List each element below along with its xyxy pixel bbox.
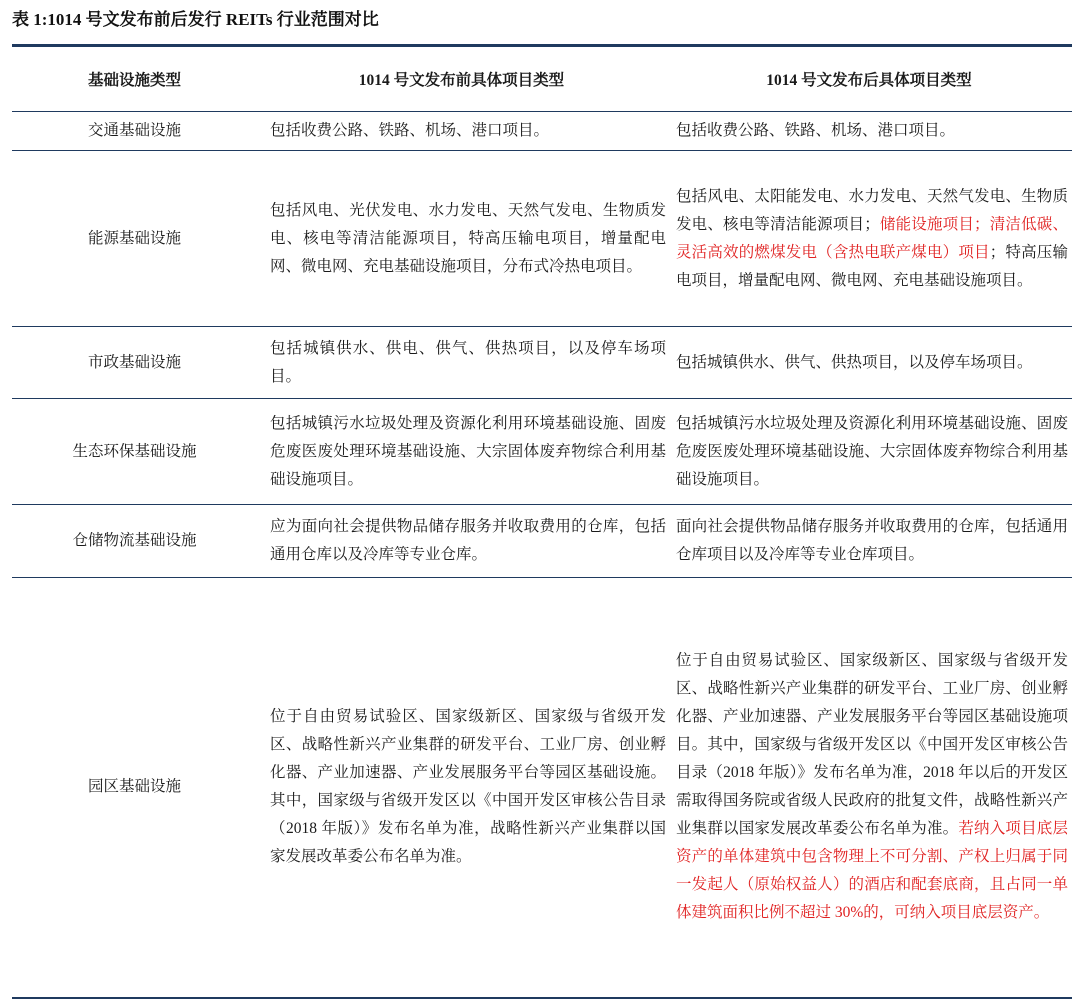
after-new-text-highlight: 储能设施项目；清洁低碳、灵活高效的燃煤发电（含热电联产煤电）项目: [676, 215, 1068, 261]
cell-before: 应为面向社会提供物品储存服务并收取费用的仓库，包括通用仓库以及冷库等专业仓库。: [257, 505, 666, 578]
table-row: [12, 505, 1072, 578]
cell-before: 包括城镇污水垃圾处理及资源化利用环境基础设施、固废危废医废处理环境基础设施、大宗固体废弃物综合利用基础设施项目。: [257, 399, 666, 505]
cell-after: 包括收费公路、铁路、机场、港口项目。: [666, 112, 1072, 151]
cell-before: 包括收费公路、铁路、机场、港口项目。: [257, 112, 666, 151]
table-row: [12, 151, 1072, 327]
table-caption: 表 1:1014 号文发布前后发行 REITs 行业范围对比: [12, 10, 379, 29]
table-row: [12, 399, 1072, 505]
cell-type: 生态环保基础设施: [12, 399, 257, 505]
cell-after: [666, 578, 1072, 998]
cell-after: 包括城镇污水垃圾处理及资源化利用环境基础设施、固废危废医废处理环境基础设施、大宗固体废弃物综合利用基础设施项目。: [666, 399, 1072, 505]
cell-after: 包括城镇供水、供气、供热项目，以及停车场项目。: [666, 327, 1072, 399]
table-row: [12, 327, 1072, 399]
cell-type: 交通基础设施: [12, 112, 257, 151]
cell-before: 包括城镇供水、供电、供气、供热项目，以及停车场项目。: [257, 327, 666, 399]
table-row: [12, 578, 1072, 998]
cell-after: 面向社会提供物品储存服务并收取费用的仓库，包括通用仓库项目以及冷库等专业仓库项目。: [666, 505, 1072, 578]
table-row: [12, 112, 1072, 151]
cell-before: 包括风电、光伏发电、水力发电、天然气发电、生物质发电、核电等清洁能源项目，特高压输电项目，增量配电网、微电网、充电基础设施项目，分布式冷热电项目。: [257, 151, 666, 327]
cell-before: 位于自由贸易试验区、国家级新区、国家级与省级开发区、战略性新兴产业集群的研发平台、工业厂房、创业孵化器、产业加速器、产业发展服务平台等园区基础设施。其中，国家级与省级开发区以《中国开发区审核公告目录（2018 年版）》发布名单为准，战略性新兴产业集群以国家发展改革委公布名单为准。: [257, 578, 666, 998]
after-text: ；特高压输电项目，增量配电网、微电网、充电基础设施项目。: [676, 243, 1068, 289]
cell-after: [666, 151, 1072, 327]
after-new-text-highlight: 若纳入项目底层资产的单体建筑中包含物理上不可分割、产权上归属于同一发起人（原始权益人）的酒店和配套底商，且占同一单体建筑面积比例不超过 30%的，可纳入项目底层资产。: [676, 820, 1068, 922]
header-before-1014: 1014 号文发布前具体项目类型: [257, 46, 666, 112]
table-header-row: [12, 46, 1072, 112]
after-text: 位于自由贸易试验区、国家级新区、国家级与省级开发区、战略性新兴产业集群的研发平台、工业厂房、创业孵化器、产业加速器、产业发展服务平台等园区基础设施项目。其中，国家级与省级开发区以《中国开发区审核公告目录（2018 年版）》发布名单为准，2018 年以后的开发区需取得国务院或省级人民政府的批复文件，战略性新兴产业集群以国家发展改革委公布名单为准。: [676, 652, 1068, 838]
cell-type: 仓储物流基础设施: [12, 505, 257, 578]
header-infrastructure-type: 基础设施类型: [12, 46, 257, 112]
reits-comparison-table: [12, 44, 1072, 999]
cell-type: 能源基础设施: [12, 151, 257, 327]
header-after-1014: 1014 号文发布后具体项目类型: [666, 46, 1072, 112]
cell-type: 园区基础设施: [12, 578, 257, 998]
after-text: 包括风电、太阳能发电、水力发电、天然气发电、生物质发电、核电等清洁能源项目；: [676, 187, 1068, 233]
cell-type: 市政基础设施: [12, 327, 257, 399]
